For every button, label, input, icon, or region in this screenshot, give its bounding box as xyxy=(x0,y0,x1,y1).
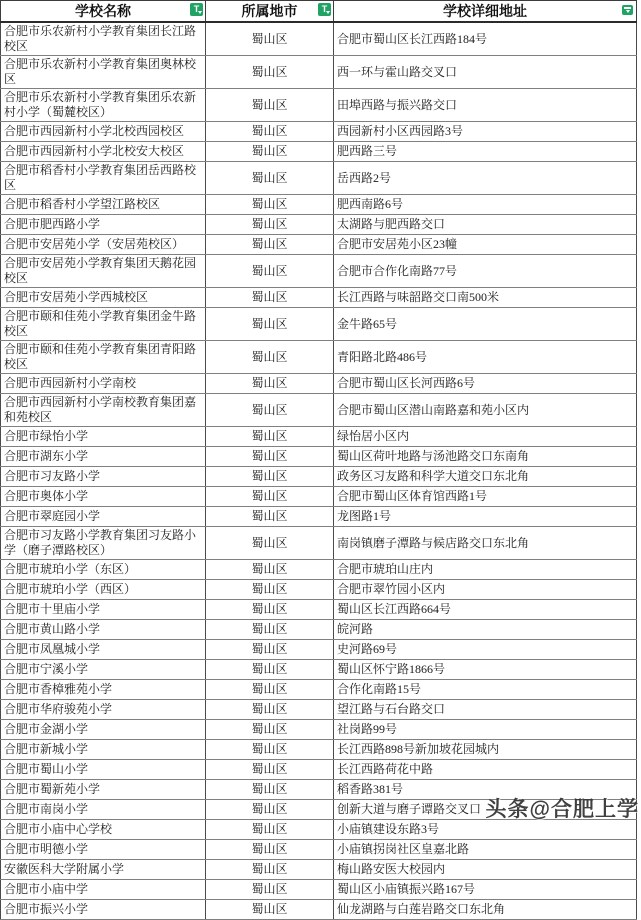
address-cell[interactable]: 长江西路898号新加坡花园城内 xyxy=(334,740,637,760)
empty-cell xyxy=(637,740,641,760)
table-row xyxy=(1,22,641,56)
empty-cell xyxy=(637,487,641,507)
school-name-cell[interactable]: 合肥市琥珀小学（西区） xyxy=(1,580,206,600)
filter-icon[interactable] xyxy=(622,5,633,15)
empty-cell xyxy=(637,195,641,215)
address-cell[interactable]: 合肥市琥珀山庄内 xyxy=(334,560,637,580)
address-cell[interactable]: 肥西路三号 xyxy=(334,142,637,162)
empty-cell xyxy=(637,840,641,860)
table-row xyxy=(1,341,641,374)
header-row xyxy=(1,1,641,23)
empty-cell xyxy=(637,507,641,527)
address-cell[interactable]: 合肥市蜀山区长河西路6号 xyxy=(334,374,637,394)
empty-cell xyxy=(637,89,641,122)
district-cell[interactable]: 蜀山区 xyxy=(206,447,334,467)
empty-cell xyxy=(637,700,641,720)
school-name-cell[interactable]: 合肥市西园新村小学南校 xyxy=(1,374,206,394)
address-cell[interactable]: 蜀山区荷叶地路与汤池路交口东南角 xyxy=(334,447,637,467)
school-name-cell[interactable]: 合肥市小庙中心学校 xyxy=(1,820,206,840)
district-cell[interactable]: 蜀山区 xyxy=(206,89,334,122)
school-name-cell[interactable]: 合肥市稻香村小学望江路校区 xyxy=(1,195,206,215)
district-cell[interactable]: 蜀山区 xyxy=(206,467,334,487)
school-name-cell[interactable]: 合肥市安居苑小学教育集团天鹅花园校区 xyxy=(1,255,206,288)
empty-cell xyxy=(637,560,641,580)
school-name-cell[interactable]: 合肥市习友路小学 xyxy=(1,467,206,487)
empty-cell xyxy=(637,447,641,467)
table-row xyxy=(1,620,641,640)
empty-cell xyxy=(637,880,641,900)
school-name-cell[interactable]: 合肥市西园新村小学南校教育集团嘉和苑校区 xyxy=(1,394,206,427)
address-cell[interactable]: 社岗路99号 xyxy=(334,720,637,740)
table-row xyxy=(1,427,641,447)
address-cell[interactable]: 合肥市蜀山区长江西路184号 xyxy=(334,22,637,56)
address-cell[interactable]: 长江西路荷花中路 xyxy=(334,760,637,780)
empty-cell xyxy=(637,162,641,195)
table-row xyxy=(1,487,641,507)
school-name-cell[interactable]: 合肥市蜀新苑小学 xyxy=(1,780,206,800)
address-cell[interactable]: 西一环与霍山路交叉口 xyxy=(334,56,637,89)
district-cell[interactable]: 蜀山区 xyxy=(206,740,334,760)
empty-cell xyxy=(637,341,641,374)
address-cell[interactable]: 政务区习友路和科学大道交口东北角 xyxy=(334,467,637,487)
school-name-cell[interactable]: 合肥市颐和佳苑小学教育集团金牛路校区 xyxy=(1,308,206,341)
empty-cell xyxy=(637,600,641,620)
address-cell[interactable]: 仙龙湖路与白莲岩路交口东北角 xyxy=(334,900,637,920)
district-cell[interactable]: 蜀山区 xyxy=(206,700,334,720)
address-cell[interactable]: 蜀山区小庙镇振兴路167号 xyxy=(334,880,637,900)
table-row xyxy=(1,467,641,487)
table-row xyxy=(1,162,641,195)
district-cell[interactable]: 蜀山区 xyxy=(206,341,334,374)
school-name-cell[interactable]: 合肥市南岗小学 xyxy=(1,800,206,820)
school-name-cell[interactable]: 合肥市黄山路小学 xyxy=(1,620,206,640)
school-name-cell[interactable]: 合肥市湖东小学 xyxy=(1,447,206,467)
empty-cell xyxy=(637,640,641,660)
district-cell[interactable]: 蜀山区 xyxy=(206,142,334,162)
school-name-cell[interactable]: 合肥市奥体小学 xyxy=(1,487,206,507)
table-row xyxy=(1,640,641,660)
district-cell[interactable]: 蜀山区 xyxy=(206,427,334,447)
empty-cell xyxy=(637,467,641,487)
header-address[interactable] xyxy=(334,1,637,23)
address-cell[interactable]: 岳西路2号 xyxy=(334,162,637,195)
address-cell[interactable]: 合肥市蜀山区体育馆西路1号 xyxy=(334,487,637,507)
district-cell[interactable]: 蜀山区 xyxy=(206,820,334,840)
address-cell[interactable]: 南岗镇磨子潭路与候店路交口东北角 xyxy=(334,527,637,560)
table-row xyxy=(1,394,641,427)
empty-cell xyxy=(637,720,641,740)
table-row xyxy=(1,374,641,394)
district-cell[interactable]: 蜀山区 xyxy=(206,374,334,394)
school-name-cell[interactable]: 合肥市安居苑小学（安居苑校区） xyxy=(1,235,206,255)
school-name-cell[interactable]: 合肥市西园新村小学北校安大校区 xyxy=(1,142,206,162)
header-empty xyxy=(637,1,641,23)
school-name-cell[interactable]: 合肥市乐农新村小学教育集团长江路校区 xyxy=(1,22,206,56)
address-cell[interactable]: 蜀山区长江西路664号 xyxy=(334,600,637,620)
table-row xyxy=(1,527,641,560)
school-name-cell[interactable]: 合肥市蜀山小学 xyxy=(1,760,206,780)
table-row xyxy=(1,235,641,255)
empty-cell xyxy=(637,427,641,447)
school-name-cell[interactable]: 合肥市明德小学 xyxy=(1,840,206,860)
table-row xyxy=(1,288,641,308)
district-cell[interactable]: 蜀山区 xyxy=(206,900,334,920)
address-cell[interactable]: 肥西南路6号 xyxy=(334,195,637,215)
empty-cell xyxy=(637,900,641,920)
empty-cell xyxy=(637,288,641,308)
empty-cell xyxy=(637,308,641,341)
district-cell[interactable]: 蜀山区 xyxy=(206,580,334,600)
address-cell[interactable]: 太湖路与肥西路交口 xyxy=(334,215,637,235)
address-cell[interactable]: 创新大道与磨子谭路交叉口 xyxy=(334,800,637,820)
table-row xyxy=(1,507,641,527)
address-cell[interactable]: 龙图路1号 xyxy=(334,507,637,527)
table-row xyxy=(1,700,641,720)
district-cell[interactable]: 蜀山区 xyxy=(206,527,334,560)
school-name-cell[interactable]: 合肥市颐和佳苑小学教育集团青阳路校区 xyxy=(1,341,206,374)
header-district-label: 所属地市 xyxy=(241,5,298,20)
school-name-cell[interactable]: 合肥市金湖小学 xyxy=(1,720,206,740)
table-row xyxy=(1,840,641,860)
district-cell[interactable]: 蜀山区 xyxy=(206,487,334,507)
table-row xyxy=(1,740,641,760)
empty-cell xyxy=(637,394,641,427)
school-name-cell[interactable]: 合肥市琥珀小学（东区） xyxy=(1,560,206,580)
empty-cell xyxy=(637,255,641,288)
district-cell[interactable]: 蜀山区 xyxy=(206,255,334,288)
district-cell[interactable]: 蜀山区 xyxy=(206,600,334,620)
school-name-cell[interactable]: 合肥市稻香村小学教育集团岳西路校区 xyxy=(1,162,206,195)
empty-cell xyxy=(637,215,641,235)
address-cell[interactable]: 小庙镇拐岗社区皇嘉北路 xyxy=(334,840,637,860)
table-row xyxy=(1,447,641,467)
school-name-cell[interactable]: 合肥市习友路小学教育集团习友路小学（磨子潭路校区） xyxy=(1,527,206,560)
table-row xyxy=(1,660,641,680)
watermark: 头条@合肥上学 xyxy=(485,798,639,821)
empty-cell xyxy=(637,22,641,56)
address-cell[interactable]: 绿怡居小区内 xyxy=(334,427,637,447)
address-cell[interactable]: 合作化南路15号 xyxy=(334,680,637,700)
empty-cell xyxy=(637,142,641,162)
table-row xyxy=(1,580,641,600)
school-name-cell[interactable]: 合肥市安居苑小学西城校区 xyxy=(1,288,206,308)
empty-cell xyxy=(637,660,641,680)
address-cell[interactable]: 田埠西路与振兴路交口 xyxy=(334,89,637,122)
empty-cell xyxy=(637,620,641,640)
table-row xyxy=(1,760,641,780)
address-cell[interactable]: 长江西路与味韶路交口南500米 xyxy=(334,288,637,308)
table-row xyxy=(1,560,641,580)
address-cell[interactable]: 史河路69号 xyxy=(334,640,637,660)
table-row xyxy=(1,195,641,215)
table-row xyxy=(1,122,641,142)
school-name-cell[interactable]: 合肥市乐农新村小学教育集团奥林校区 xyxy=(1,56,206,89)
table-row xyxy=(1,308,641,341)
empty-cell xyxy=(637,580,641,600)
school-name-cell[interactable]: 合肥市振兴小学 xyxy=(1,900,206,920)
district-cell[interactable]: 蜀山区 xyxy=(206,880,334,900)
district-cell[interactable]: 蜀山区 xyxy=(206,162,334,195)
table-row xyxy=(1,680,641,700)
filter-icon[interactable]: T xyxy=(318,3,331,16)
empty-cell xyxy=(637,527,641,560)
district-cell[interactable]: 蜀山区 xyxy=(206,640,334,660)
table-row xyxy=(1,255,641,288)
address-cell[interactable]: 皖河路 xyxy=(334,620,637,640)
school-name-cell[interactable]: 合肥市西园新村小学北校西园校区 xyxy=(1,122,206,142)
school-name-cell[interactable]: 合肥市小庙中学 xyxy=(1,880,206,900)
district-cell[interactable]: 蜀山区 xyxy=(206,800,334,820)
district-cell[interactable]: 蜀山区 xyxy=(206,507,334,527)
district-cell[interactable]: 蜀山区 xyxy=(206,720,334,740)
district-cell[interactable]: 蜀山区 xyxy=(206,288,334,308)
address-cell[interactable]: 西园新村小区西园路3号 xyxy=(334,122,637,142)
table-row xyxy=(1,56,641,89)
district-cell[interactable]: 蜀山区 xyxy=(206,560,334,580)
header-school-name-label: 学校名称 xyxy=(75,5,131,20)
district-cell[interactable]: 蜀山区 xyxy=(206,680,334,700)
school-name-cell[interactable]: 安徽医科大学附属小学 xyxy=(1,860,206,880)
address-cell[interactable]: 望江路与石台路交口 xyxy=(334,700,637,720)
school-name-cell[interactable]: 合肥市凤凰城小学 xyxy=(1,640,206,660)
district-cell[interactable]: 蜀山区 xyxy=(206,780,334,800)
district-cell[interactable]: 蜀山区 xyxy=(206,840,334,860)
empty-cell xyxy=(637,235,641,255)
school-name-cell[interactable]: 合肥市十里庙小学 xyxy=(1,600,206,620)
district-cell[interactable]: 蜀山区 xyxy=(206,308,334,341)
school-name-cell[interactable]: 合肥市肥西路小学 xyxy=(1,215,206,235)
address-cell[interactable]: 金牛路65号 xyxy=(334,308,637,341)
address-cell[interactable]: 合肥市蜀山区潜山南路嘉和苑小区内 xyxy=(334,394,637,427)
school-name-cell[interactable]: 合肥市华府骏苑小学 xyxy=(1,700,206,720)
district-cell[interactable]: 蜀山区 xyxy=(206,122,334,142)
district-cell[interactable]: 蜀山区 xyxy=(206,760,334,780)
empty-cell xyxy=(637,760,641,780)
table-row xyxy=(1,720,641,740)
address-cell[interactable]: 合肥市安居苑小区23幢 xyxy=(334,235,637,255)
header-district[interactable] xyxy=(206,1,334,23)
school-table-body xyxy=(1,22,641,920)
empty-cell xyxy=(637,122,641,142)
address-cell[interactable]: 合肥市翠竹园小区内 xyxy=(334,580,637,600)
address-cell[interactable]: 青阳路北路486号 xyxy=(334,341,637,374)
district-cell[interactable]: 蜀山区 xyxy=(206,195,334,215)
header-address-label: 学校详细地址 xyxy=(443,5,527,20)
empty-cell xyxy=(637,374,641,394)
table-row xyxy=(1,880,641,900)
table-row xyxy=(1,900,641,920)
district-cell[interactable]: 蜀山区 xyxy=(206,394,334,427)
district-cell[interactable]: 蜀山区 xyxy=(206,660,334,680)
district-cell[interactable]: 蜀山区 xyxy=(206,235,334,255)
school-name-cell[interactable]: 合肥市新城小学 xyxy=(1,740,206,760)
school-name-cell[interactable]: 合肥市翠庭园小学 xyxy=(1,507,206,527)
table-row xyxy=(1,600,641,620)
empty-cell xyxy=(637,860,641,880)
filter-icon[interactable]: T xyxy=(190,3,203,16)
district-cell[interactable]: 蜀山区 xyxy=(206,22,334,56)
district-cell[interactable]: 蜀山区 xyxy=(206,215,334,235)
district-cell[interactable]: 蜀山区 xyxy=(206,56,334,89)
district-cell[interactable]: 蜀山区 xyxy=(206,860,334,880)
header-school-name[interactable] xyxy=(1,1,206,23)
table-row xyxy=(1,215,641,235)
school-name-cell[interactable]: 合肥市宁溪小学 xyxy=(1,660,206,680)
address-cell[interactable]: 蜀山区怀宁路1866号 xyxy=(334,660,637,680)
table-row xyxy=(1,142,641,162)
empty-cell xyxy=(637,56,641,89)
table-row xyxy=(1,860,641,880)
address-cell[interactable]: 稻香路381号 xyxy=(334,780,637,800)
table-row xyxy=(1,89,641,122)
empty-cell xyxy=(637,680,641,700)
school-name-cell[interactable]: 合肥市乐农新村小学教育集团乐农新村小学（蜀麓校区） xyxy=(1,89,206,122)
school-name-cell[interactable]: 合肥市绿怡小学 xyxy=(1,427,206,447)
address-cell[interactable]: 小庙镇建设东路3号 xyxy=(334,820,637,840)
district-cell[interactable]: 蜀山区 xyxy=(206,620,334,640)
address-cell[interactable]: 合肥市合作化南路77号 xyxy=(334,255,637,288)
address-cell[interactable]: 梅山路安医大校园内 xyxy=(334,860,637,880)
school-name-cell[interactable]: 合肥市香樟雅苑小学 xyxy=(1,680,206,700)
